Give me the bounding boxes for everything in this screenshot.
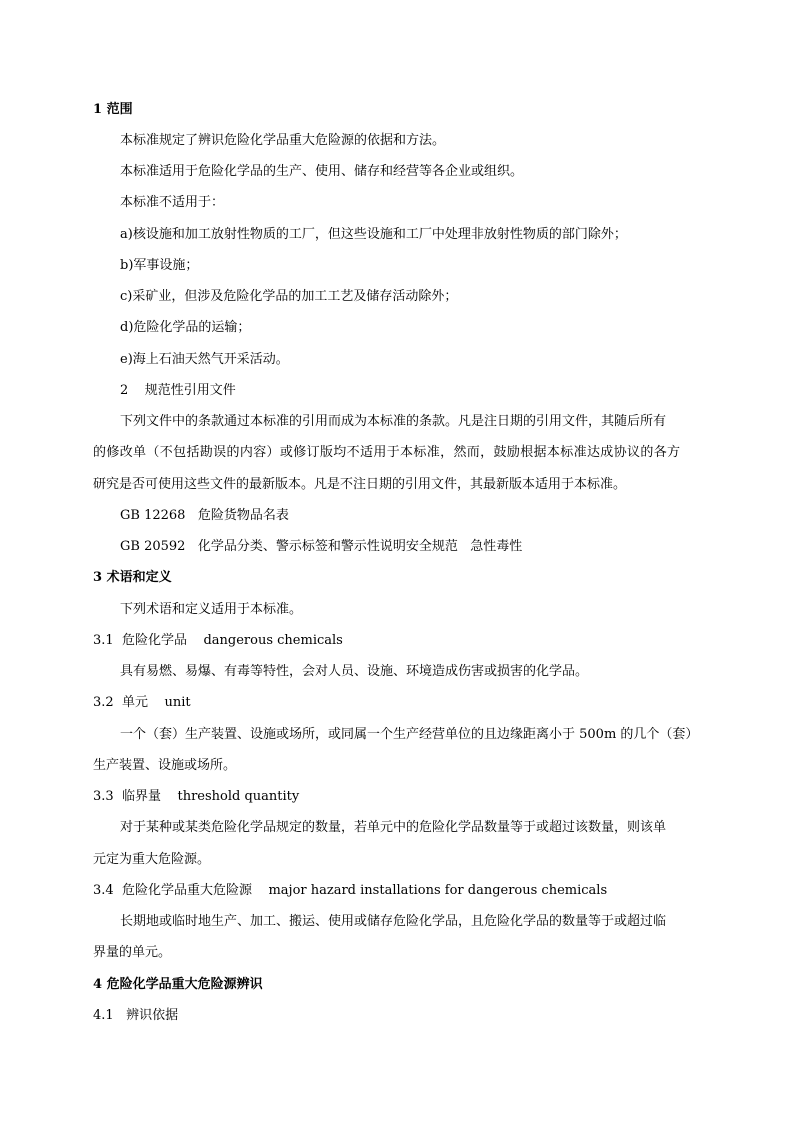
term-3-4-definition-line-2: 界量的单元。: [93, 945, 172, 960]
exclusion-item-d: d)危险化学品的运输；: [120, 320, 251, 335]
section-1-heading: 1 范围: [93, 102, 133, 117]
term-3-1-title: 3.1 危险化学品 dangerous chemicals: [93, 633, 343, 648]
term-3-2-definition-line-1: 一个（套）生产装置、设施或场所，或同属一个生产经营单位的且边缘距离小于 500m 的几个（套）: [120, 727, 699, 742]
term-3-2-definition-line-2: 生产装置、设施或场所。: [93, 758, 237, 773]
term-3-4-definition-line-1: 长期地或临时地生产、加工、搬运、使用或储存危险化学品，且危险化学品的数量等于或超过临: [120, 914, 667, 929]
references-paragraph-line-3: 研究是否可使用这些文件的最新版本。凡是不注日期的引用文件，其最新版本适用于本标准。: [93, 477, 627, 492]
section-2-heading: 2 规范性引用文件: [120, 383, 236, 398]
exclusion-item-e: e)海上石油天然气开采活动。: [120, 352, 289, 367]
references-paragraph-line-1: 下列文件中的条款通过本标准的引用而成为本标准的条款。凡是注日期的引用文件，其随后所有: [120, 414, 667, 429]
scope-paragraph-1: 本标准规定了辨识危险化学品重大危险源的依据和方法。: [120, 133, 446, 148]
section-3-heading: 3 术语和定义: [93, 570, 172, 585]
term-3-4-title: 3.4 危险化学品重大危险源 major hazard installations for dangerous chemicals: [93, 883, 608, 898]
scope-paragraph-3: 本标准不适用于：: [120, 195, 225, 210]
exclusion-item-b: b)军事设施；: [120, 258, 199, 273]
scope-paragraph-2: 本标准适用于危险化学品的生产、使用、储存和经营等各企业或组织。: [120, 164, 524, 179]
term-3-3-definition-line-2: 元定为重大危险源。: [93, 852, 211, 867]
exclusion-item-a: a)核设施和加工放射性物质的工厂，但这些设施和工厂中处理非放射性物质的部门除外；: [120, 227, 627, 242]
term-3-1-definition: 具有易燃、易爆、有毒等特性，会对人员、设施、环境造成伤害或损害的化学品。: [120, 664, 589, 679]
term-3-3-title: 3.3 临界量 threshold quantity: [93, 789, 300, 804]
term-3-3-definition-line-1: 对于某种或某类危险化学品规定的数量，若单元中的危险化学品数量等于或超过该数量，则该单: [120, 820, 667, 835]
section-4-heading: 4 危险化学品重大危险源辨识: [93, 977, 263, 992]
reference-gb12268: GB 12268 危险货物品名表: [120, 508, 289, 523]
reference-gb20592: GB 20592 化学品分类、警示标签和警示性说明安全规范 急性毒性: [120, 539, 523, 554]
exclusion-item-c: c)采矿业，但涉及危险化学品的加工工艺及储存活动除外；: [120, 289, 458, 304]
section-4-1-heading: 4.1 辨识依据: [93, 1008, 179, 1023]
terms-intro: 下列术语和定义适用于本标准。: [120, 602, 303, 617]
references-paragraph-line-2: 的修改单（不包括勘误的内容）或修订版均不适用于本标准，然而，鼓励根据本标准达成协议的各方: [93, 445, 681, 460]
term-3-2-title: 3.2 单元 unit: [93, 695, 191, 710]
